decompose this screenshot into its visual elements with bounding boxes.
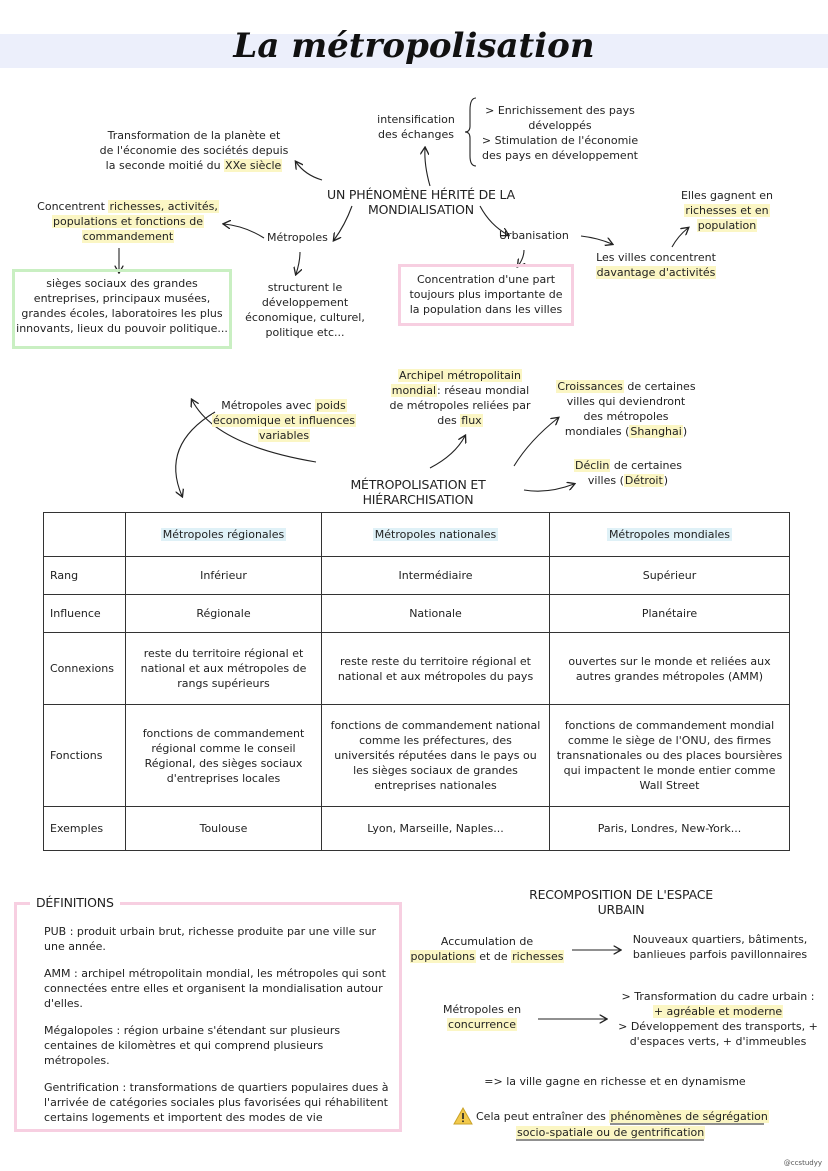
table-cell: reste reste du territoire régional et national et aux métropoles du pays (322, 633, 550, 705)
warning-note: Cela peut entraîner des phénomènes de ségrégation socio-spatiale ou de gentrification (476, 1110, 768, 1139)
section1-heading: UN PHÉNOMÈNE HÉRITÉ DE LA MONDIALISATION (327, 187, 515, 217)
archipel-note: Archipel métropolitain mondial: réseau mondial de métropoles reliées par des flux (389, 369, 531, 427)
arrow-hier-to-archipel (430, 436, 465, 468)
gagnent-note: Elles gagnent en richesses et en population (680, 189, 774, 232)
declin-note: Déclin de certaines villes (Détroit) (574, 459, 683, 487)
concentrent-note: Concentrent richesses, activités, populations et fonctions de commandement (37, 200, 218, 243)
recomposition-heading: RECOMPOSITION DE L'ESPACE URBAIN (529, 887, 713, 917)
table-cell: Régionale (126, 595, 322, 633)
definition-item: Mégalopoles : région urbaine s'étendant sur plusieurs centaines de kilomètres et qui comprend plusieurs métropoles. (44, 1024, 341, 1067)
table-header-mondiales: Métropoles mondiales (550, 513, 790, 557)
structurent-note: structurent le développement économique, culturel, politique etc... (245, 281, 365, 339)
table-cell: fonctions de commandement régional comme le conseil Régional, des sièges sociaux d'entreprises locales (126, 705, 322, 807)
table-cell: Intermédiaire (322, 557, 550, 595)
arrow-metropoles-to-structurent (296, 252, 300, 274)
row-label: Exemples (44, 807, 126, 851)
transformation-note: Transformation de la planète et de l'économie des sociétés depuis la seconde moitié du XXe siècle (99, 129, 289, 172)
table-cell: Inférieur (126, 557, 322, 595)
table-cell: Lyon, Marseille, Naples... (322, 807, 550, 851)
definitions-heading: DÉFINITIONS (30, 895, 120, 910)
definitions-list (44, 924, 390, 1137)
row-label: Rang (44, 557, 126, 595)
definition-item: Gentrification : transformations de quartiers populaires dues à l'arrivée de catégories sociales plus favorisées qui réhabilitent certains logements et importent des modes de vie (44, 1081, 389, 1124)
urbanisation-label: Urbanisation (499, 229, 569, 242)
table-header-nationales: Métropoles nationales (322, 513, 550, 557)
table-header-empty (44, 513, 126, 557)
table-row (44, 633, 790, 705)
table-cell: ouvertes sur le monde et reliées aux autres grandes métropoles (AMM) (550, 633, 790, 705)
conclusion-note: => la ville gagne en richesse et en dynamisme (484, 1075, 746, 1088)
concentration-note: Concentration d'une part toujours plus importante de la population dans les villes (409, 273, 563, 316)
table-cell: Paris, Londres, New-York... (550, 807, 790, 851)
enrichissement-note: > Enrichissement des pays développés > Stimulation de l'économie des pays en développement (481, 104, 639, 162)
arrow-heading-to-intensification (425, 148, 430, 186)
section2-heading: MÉTROPOLISATION ET HIÉRARCHISATION (350, 477, 486, 507)
row-label: Fonctions (44, 705, 126, 807)
villes-concentrent-note: Les villes concentrent davantage d'activités (596, 251, 716, 279)
transformation-urbain-note: > Transformation du cadre urbain : + agréable et moderne > Développement des transports, + d'espaces verts, + d'immeubles (618, 990, 818, 1048)
table-cell: reste du territoire régional et national et aux métropoles de rangs supérieurs (126, 633, 322, 705)
arrow-urbanisation-to-villes (581, 236, 612, 244)
table-cell: Nationale (322, 595, 550, 633)
table-cell: fonctions de commandement mondial comme le siège de l'ONU, des firmes transnationales ou des places boursières qui impactent le monde entier comme Wall Street (550, 705, 790, 807)
page-title: La métropolisation (233, 26, 595, 66)
row-label: Influence (44, 595, 126, 633)
table-header-row (44, 513, 790, 557)
footer-credit: @ccstudyy (783, 1159, 822, 1167)
definition-item: PUB : produit urbain brut, richesse produite par une ville sur une année. (44, 925, 377, 953)
metropoles-label: Métropoles (267, 231, 328, 244)
table-row (44, 557, 790, 595)
concurrence-note: Métropoles en concurrence (442, 1003, 522, 1031)
sieges-note: sièges sociaux des grandes entreprises, principaux musées, grandes écoles, laboratoires les plus innovants, lieux du pouvoir politique... (16, 277, 228, 335)
table-cell: Supérieur (550, 557, 790, 595)
table-cell: Toulouse (126, 807, 322, 851)
croissances-note: Croissances de certaines villes qui deviendront des métropoles mondiales (Shanghai) (557, 380, 696, 438)
accumulation-note: Accumulation de populations et de richesses (410, 935, 564, 963)
table-cell: Planétaire (550, 595, 790, 633)
table-header-regionales: Métropoles régionales (126, 513, 322, 557)
intensification-note: intensification des échanges (377, 113, 455, 141)
nouveaux-note: Nouveaux quartiers, bâtiments, banlieues parfois pavillonnaires (632, 933, 808, 961)
table-row (44, 807, 790, 851)
row-label: Connexions (44, 633, 126, 705)
table-row (44, 705, 790, 807)
arrow-metropoles-to-concentrent (224, 224, 264, 238)
poids-note: Métropoles avec poids économique et influences variables (212, 399, 356, 442)
table-row (44, 595, 790, 633)
definition-item: AMM : archipel métropolitain mondial, les métropoles qui sont connectées entre elles et organisent la mondialisation autour d'elles. (44, 967, 386, 1010)
metropoles-table (43, 512, 790, 851)
warning-icon (454, 1108, 472, 1124)
table-cell: fonctions de commandement national comme les préfectures, des universités réputées dans le pays ou les sièges sociaux de grandes entreprises nationales (322, 705, 550, 807)
